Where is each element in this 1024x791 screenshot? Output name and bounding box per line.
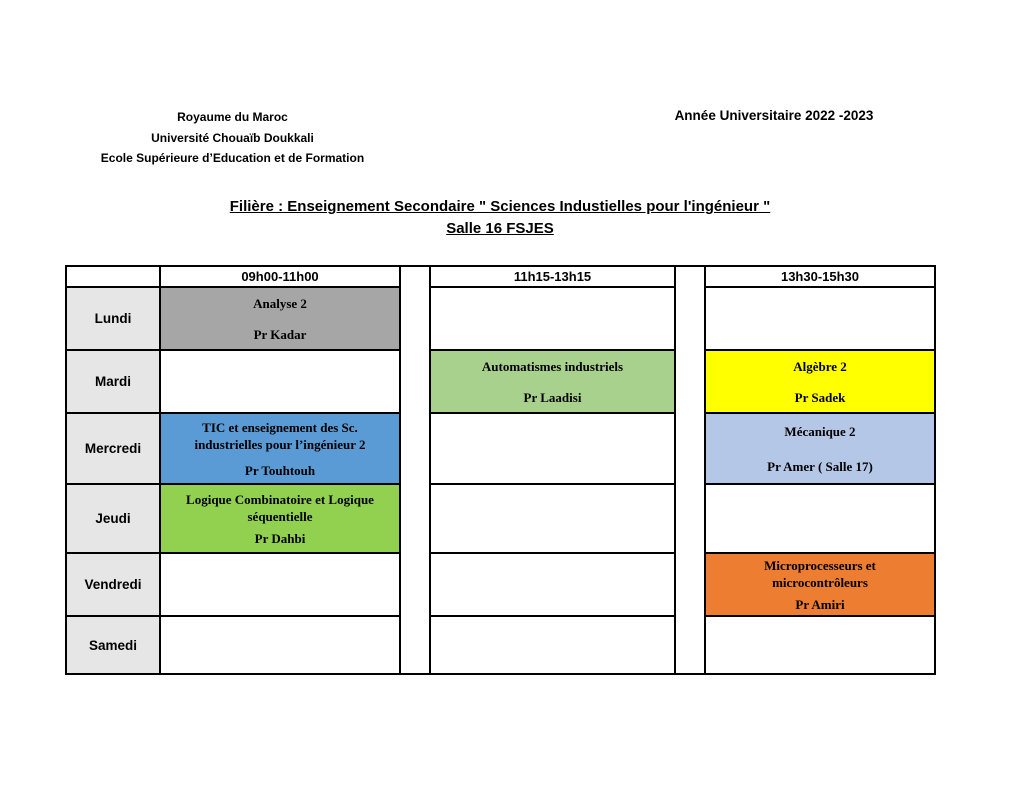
day-label: Lundi: [66, 287, 160, 350]
academic-year: Année Universitaire 2022 -2023: [674, 108, 874, 123]
course-professor: Pr Amer ( Salle 17): [767, 458, 873, 474]
university-line: Université Chouaïb Doukkali: [151, 130, 314, 145]
empty-cell: [705, 484, 935, 553]
program-title: Filière : Enseignement Secondaire " Sciences Industielles pour l'ingénieur ": [229, 198, 771, 215]
empty-cell: [430, 413, 675, 484]
day-row-mardi: [66, 350, 935, 413]
empty-cell: [705, 616, 935, 674]
timetable-header-row: [66, 266, 935, 287]
course-name-line2: industrielles pour l’ingénieur 2: [194, 436, 366, 452]
course-professor: Pr Dahbi: [254, 530, 306, 546]
empty-cell: [160, 350, 400, 413]
slot-header-1: 09h00-11h00: [160, 266, 400, 287]
day-label: Vendredi: [66, 553, 160, 616]
day-row-mercredi: [66, 413, 935, 484]
slot-separator: [400, 266, 430, 674]
day-row-jeudi: [66, 484, 935, 553]
course-name: Analyse 2: [253, 295, 307, 311]
day-row-lundi: [66, 287, 935, 350]
day-row-vendredi: [66, 553, 935, 616]
course-cell: [430, 350, 675, 413]
course-professor: Pr Laadisi: [523, 389, 582, 405]
room-title: Salle 16 FSJES: [446, 220, 554, 237]
course-name: Automatismes industriels: [481, 358, 624, 374]
course-name: Algèbre 2: [793, 358, 847, 374]
empty-cell: [430, 484, 675, 553]
course-name-line1: Microprocesseurs et: [764, 557, 876, 573]
institution-header: [95, 107, 370, 169]
course-name-line2: microcontrôleurs: [772, 574, 868, 590]
school-line: Ecole Supérieure d’Education et de Formation: [100, 151, 365, 165]
course-cell: [160, 413, 400, 484]
slot-separator: [675, 266, 705, 674]
page-title: [150, 196, 850, 240]
course-name-line2: séquentielle: [247, 508, 313, 524]
empty-cell: [705, 287, 935, 350]
empty-cell: [430, 616, 675, 674]
empty-cell: [160, 616, 400, 674]
course-name-line1: Logique Combinatoire et Logique: [186, 491, 374, 507]
course-professor: Pr Kadar: [253, 326, 307, 342]
timetable: [65, 265, 936, 675]
slot-header-2: 11h15-13h15: [430, 266, 675, 287]
corner-cell: [66, 266, 160, 287]
course-name: Mécanique 2: [784, 423, 856, 439]
course-professor: Pr Sadek: [794, 389, 846, 405]
course-professor: Pr Amiri: [795, 596, 845, 612]
course-cell: [705, 553, 935, 616]
course-cell: [705, 350, 935, 413]
kingdom-line: Royaume du Maroc: [177, 110, 288, 124]
day-label: Jeudi: [66, 484, 160, 553]
empty-cell: [160, 553, 400, 616]
course-professor: Pr Touhtouh: [244, 462, 316, 478]
day-label: Mardi: [66, 350, 160, 413]
day-label: Mercredi: [66, 413, 160, 484]
empty-cell: [430, 553, 675, 616]
course-cell: [160, 287, 400, 350]
empty-cell: [430, 287, 675, 350]
course-cell: [705, 413, 935, 484]
slot-header-3: 13h30-15h30: [705, 266, 935, 287]
course-cell: [160, 484, 400, 553]
course-name-line1: TIC et enseignement des Sc.: [202, 419, 358, 435]
day-label: Samedi: [66, 616, 160, 674]
day-row-samedi: [66, 616, 935, 674]
